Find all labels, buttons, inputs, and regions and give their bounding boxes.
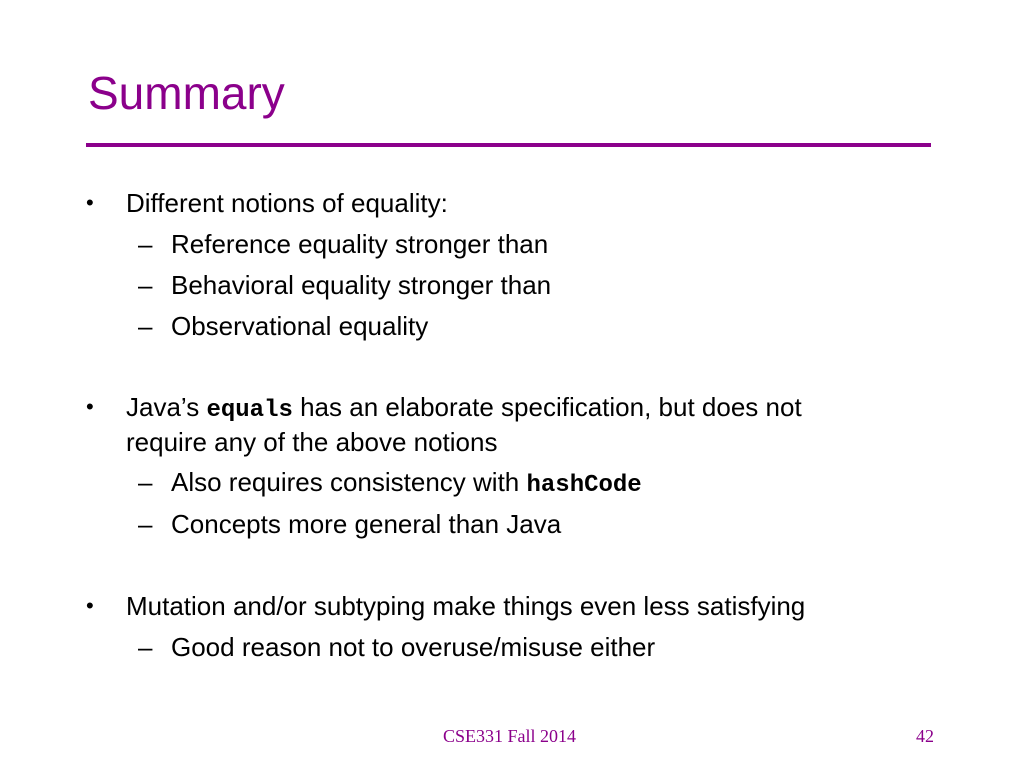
dash-marker: – bbox=[138, 229, 153, 259]
footer-page-number: 42 bbox=[916, 726, 934, 746]
sub-bullet-3-1: Good reason not to overuse/misuse either bbox=[171, 632, 656, 662]
bullet-marker-1: • bbox=[86, 190, 94, 215]
bullet-marker-2: • bbox=[86, 394, 94, 419]
bullet-2-suffix: has an elaborate specification, but does not bbox=[292, 392, 802, 422]
dash-marker: – bbox=[138, 311, 153, 341]
slide-title: Summary bbox=[88, 67, 285, 119]
sub-bullet-2-1 bbox=[171, 467, 642, 501]
bullet-1-text: Different notions of equality: bbox=[126, 188, 448, 218]
hashcode-code: hashCode bbox=[526, 472, 642, 499]
bullet-3-text: Mutation and/or subtyping make things even less satisfying bbox=[126, 591, 806, 621]
dash-marker: – bbox=[138, 632, 153, 662]
bullet-marker-3: • bbox=[86, 593, 94, 618]
dash-marker: – bbox=[138, 509, 153, 539]
title-underline bbox=[86, 143, 931, 147]
dash-marker: – bbox=[138, 467, 153, 497]
equals-code: equals bbox=[206, 397, 293, 424]
bullet-2-line-2: require any of the above notions bbox=[126, 427, 498, 457]
sub-bullet-1-1: Reference equality stronger than bbox=[171, 229, 549, 259]
bullet-2-prefix: Java’s bbox=[126, 392, 207, 422]
sub-bullet-2-2: Concepts more general than Java bbox=[171, 509, 562, 539]
bullet-2-line-1 bbox=[126, 392, 802, 426]
sub-bullet-1-3: Observational equality bbox=[171, 311, 429, 341]
sub-bullet-1-2: Behavioral equality stronger than bbox=[171, 270, 552, 300]
footer-course: CSE331 Fall 2014 bbox=[443, 726, 577, 746]
dash-marker: – bbox=[138, 270, 153, 300]
sub-bullet-2-1-prefix: Also requires consistency with bbox=[171, 467, 527, 497]
